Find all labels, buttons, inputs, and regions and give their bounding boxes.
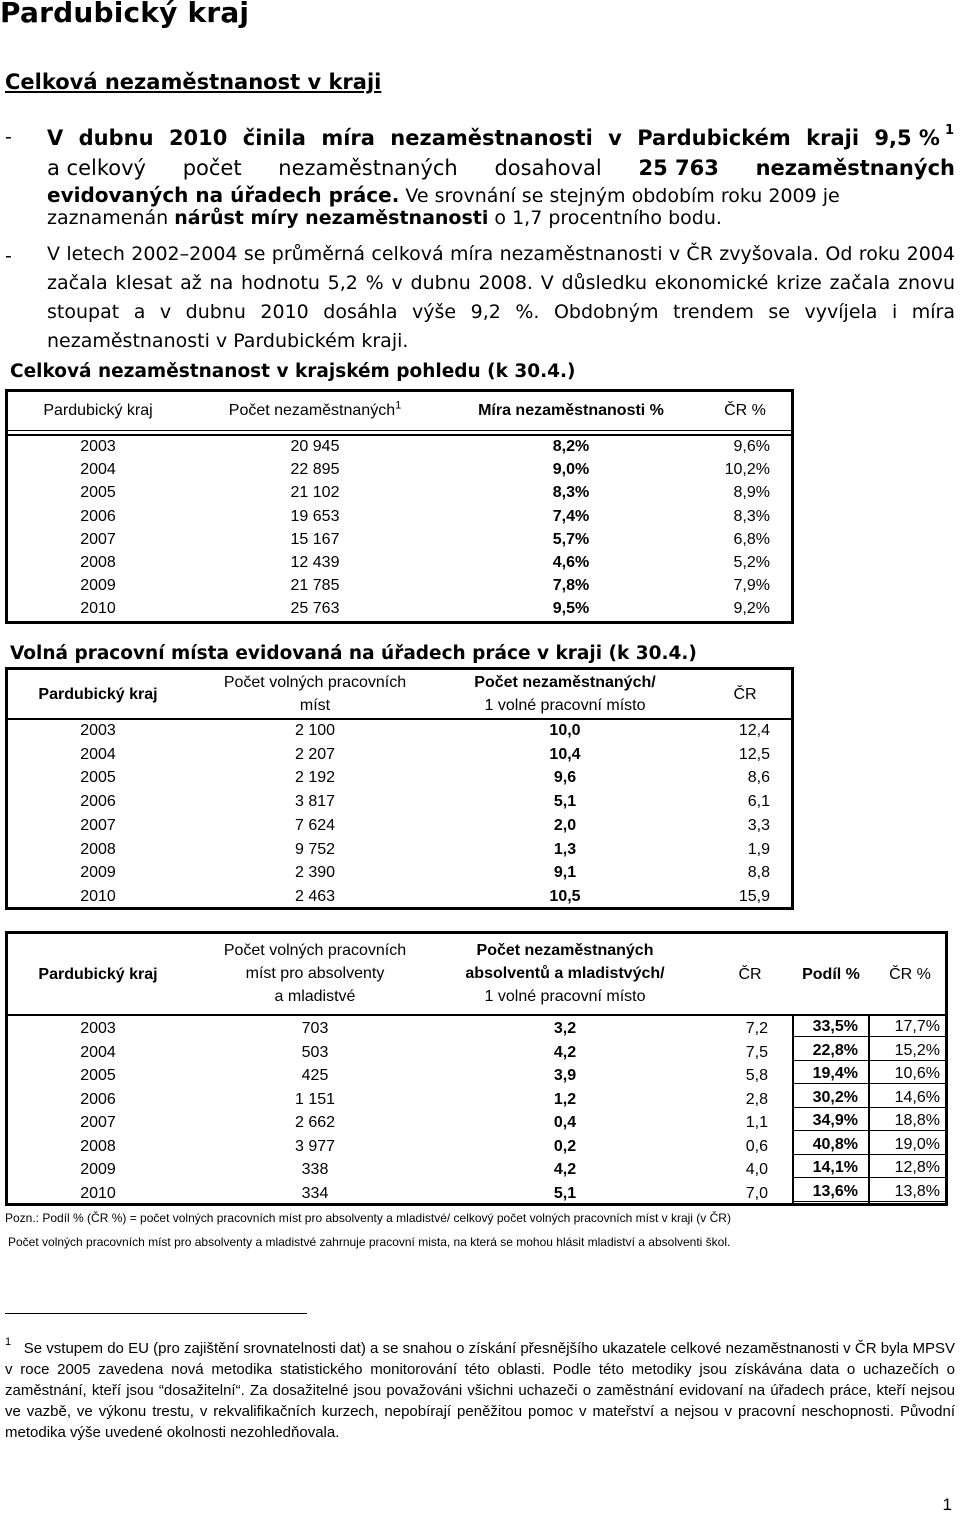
table-1-cell-rate: 4,6% [552,554,590,571]
table-3-header-ratio: Počet nezaměstnaných absolventů a mladistvých/ 1 volné pracovní místo [465,942,665,1005]
word: 2010 [168,126,228,150]
table-3-cell-year: 2008 [80,1137,116,1155]
table-2-cell-ratio: 9,1 [553,864,577,882]
table-1-cell-cr: 5,2% [733,554,770,571]
table-3-cell-cr: 5,8 [745,1067,768,1084]
table-1-header-count: Počet nezaměstnaných$^1$ [228,399,402,419]
table-2-cell-cr: 8,6 [747,769,770,787]
table-1-cell-rate: 8,2% [552,438,590,455]
table-2-cell-ratio: 10,5 [549,887,581,905]
table-3-row-rule [794,1130,946,1131]
table-1-cell-cr: 10,2% [724,461,770,479]
table-3-cell-cr-share: 19,0% [894,1135,940,1153]
table-3-header-vacancies: Počet volných pracovních míst pro absolventy a mladistvé [223,942,407,1005]
footnote-separator [5,1313,307,1314]
table-3-cell-year: 2004 [80,1043,116,1061]
word: a celkový [47,156,146,180]
table-1-cell-year: 2003 [80,438,116,455]
table-3-cell-vacancies: 503 [301,1043,329,1061]
table-3-cell-vacancies: 338 [301,1161,329,1178]
table-3-row-rule [794,1083,946,1084]
word: nezaměstnanosti [390,126,593,150]
word: 25 763 [638,156,719,180]
table-2-cell-ratio: 5,1 [553,793,577,811]
table-3-cell-ratio: 5,1 [553,1184,577,1202]
table-2-cell-ratio: 10,0 [549,722,581,739]
table-2-header-ratio: Počet nezaměstnaných/ 1 volné pracovní místo [474,674,656,714]
table-2-cell-year: 2006 [80,793,116,811]
table-2-cell-year: 2007 [80,816,116,834]
footnote-ref: 1 [945,123,955,138]
table-1-cell-count: 20 945 [290,438,340,455]
note-1: Pozn.: Podíl % (ČR %) = počet volných pracovních míst pro absolventy a mladistvé/ celkový počet volných pracovních míst v kraji (v ČR) [5,1211,731,1225]
table-3-header-region: Pardubický kraj [38,966,158,983]
bullet-1-line-4: zaznamenán nárůst míry nezaměstnanosti o 1,7 procentního bodu. [47,207,722,229]
table-1-cell-year: 2007 [80,530,116,548]
table-2-cell-vacancies: 2 390 [294,864,336,882]
table-3-cell-cr: 2,8 [745,1090,768,1108]
table-2-cell-year: 2003 [80,722,116,739]
table-3-row-rule [794,1036,946,1037]
table-2-cell-cr: 3,3 [747,816,770,834]
table-1-header-cr: ČR % [724,402,766,419]
table-3-cell-ratio: 1,2 [553,1090,577,1108]
table-1-cell-rate: 8,3% [552,484,590,502]
table-3-cell-year: 2006 [80,1090,116,1108]
table-3-cell-share: 13,6% [812,1182,858,1200]
table-3-cell-year: 2007 [80,1114,116,1131]
word: Pardubickém [637,126,791,150]
table-3-cell-ratio: 0,2 [553,1137,577,1155]
word: V [47,126,64,150]
table-1-cell-rate: 9,0% [552,461,590,479]
word: dubnu [78,126,154,150]
table-3-cell-cr: 7,2 [745,1020,768,1037]
page-number: 1 [942,1495,952,1514]
table-2-cell-cr: 1,9 [747,840,770,858]
table-3-cell-cr-share: 14,6% [894,1088,940,1106]
table-1-caption: Celková nezaměstnanost v krajském pohledu (k 30.4.) [10,361,576,382]
table-3-header-share: Podíl % [802,966,860,983]
table-2-cell-ratio: 1,3 [553,840,577,858]
table-3-cell-cr: 7,5 [745,1043,768,1061]
table-1-cell-year: 2010 [80,600,116,618]
table-3-cell-share: 34,9% [812,1112,858,1129]
table-3-cell-cr-share: 10,6% [894,1065,940,1082]
table-1-header-rate: Míra nezaměstnanosti % [478,402,664,419]
table-1-cell-year: 2005 [80,484,116,502]
table-3-cell-cr: 0,6 [745,1137,768,1155]
table-2-cell-cr: 12,5 [738,745,770,763]
table-1-cell-count: 15 167 [290,530,340,548]
table-1-cell-count: 12 439 [290,554,340,571]
table-3-cell-cr-share: 12,8% [894,1159,940,1176]
bullet-1-line-3: evidovaných na úřadech práce. Ve srovnání se stejným obdobím roku 2009 je [47,183,840,207]
table-2-cell-year: 2010 [80,887,116,905]
table-1-cell-year: 2009 [80,577,116,595]
bullet-1-line-2 [47,156,955,180]
word: kraji [806,126,860,150]
table-3-cell-share: 40,8% [812,1135,858,1153]
table-1-cell-year: 2008 [80,554,116,571]
table-3-cell-ratio: 3,2 [553,1020,577,1037]
word: míra [321,126,375,150]
table-2-cell-vacancies: 2 463 [294,887,336,905]
table-2-cell-cr: 8,8 [747,864,770,882]
table-1-cell-count: 21 102 [290,484,340,502]
table-1-cell-rate: 9,5% [552,600,590,618]
table-1-cell-cr: 7,9% [733,577,770,595]
table-3-cell-cr: 1,1 [745,1114,768,1131]
table-1-cell-count: 21 785 [290,577,340,595]
table-1-cell-count: 22 895 [290,461,340,479]
bullet-dash: - [5,245,12,267]
table-3-cell-ratio: 0,4 [553,1114,577,1131]
table-3-cell-vacancies: 3 977 [294,1137,336,1155]
table-1-cell-rate: 7,4% [552,507,590,525]
table-2-caption: Volná pracovní místa evidovaná na úřadech práce v kraji (k 30.4.) [10,643,697,664]
table-3-row-rule [794,1177,946,1178]
table-3-cell-cr: 4,0 [745,1161,768,1178]
table-3-cell-vacancies: 425 [301,1067,329,1084]
note-2: Počet volných pracovních míst pro absolventy a mladistvé zahrnuje pracovní mista, na která se mohou hlásit mladiství a absolventi škol. [8,1235,731,1249]
footnote: $^1$ Se vstupem do EU (pro zajištění srovnatelnosti dat) a se snahou o získání přesnějšího ukazatele celkové nezaměstnanosti v ČR byla MPSV v roce 2005 zavedena nová metodika statistického monitorování této oblasti. Podle této metodiky jsou získávána data o uchazečích o zaměstnání, kteří jsou “dosažitelní“. Za dosažitelné jsou považováni všichni uchazeči o zaměstnání evidovaní na úřadech práce, kteří nejsou ve vazbě, ve výkonu trestu, v rekvalifikačních kurzech, nepobírají peněžitou pomoc v mateřství a nejsou v pracovní neschopnosti. Původní metodika výše uvedené okolnosti nezohledňovala. [5,1336,955,1441]
table-2-cell-vacancies: 2 207 [294,745,336,763]
table-3-cell-year: 2009 [80,1161,116,1178]
table-3-cell-cr: 7,0 [745,1184,768,1202]
table-2-cell-year: 2009 [80,864,116,882]
table-3-cell-share: 33,5% [812,1018,858,1035]
table-2-cell-vacancies: 7 624 [294,816,336,834]
table-2-cell-cr: 6,1 [747,793,770,811]
table-1-cell-cr: 6,8% [733,530,770,548]
bullet-1-line-1 [47,126,940,150]
table-1-cell-cr: 9,2% [733,600,770,618]
table-2-cell-ratio: 2,0 [553,816,577,834]
table-3-cell-share: 22,8% [812,1041,858,1059]
table-3-cell-share: 19,4% [812,1065,858,1082]
table-2-cell-ratio: 9,6 [553,769,577,787]
table-1-cell-cr: 8,9% [733,484,770,502]
word: činila [242,126,306,150]
table-1-cell-cr: 8,3% [733,507,770,525]
table-2-cell-cr: 12,4 [738,722,770,739]
table-1-cell-cr: 9,6% [733,438,770,455]
table-2-cell-vacancies: 2 192 [294,769,336,787]
word: 9,5 % [874,126,940,150]
table-3-row-rule [794,1060,946,1061]
table-1-cell-count: 19 653 [290,507,340,525]
table-3-cell-year: 2005 [80,1067,116,1084]
table-3-cell-year: 2010 [80,1184,116,1202]
table-3-cell-share: 14,1% [812,1159,858,1176]
word: nezaměstnaných [278,156,458,180]
table-3-cell-ratio: 3,9 [553,1067,577,1084]
table-2-cell-ratio: 10,4 [549,745,581,763]
word: v [608,126,622,150]
word: počet [182,156,242,180]
table-1-cell-rate: 5,7% [552,530,590,548]
table-3-cell-cr-share: 13,8% [894,1182,940,1200]
section-title: Celková nezaměstnanost v kraji [5,70,382,94]
table-3-row-rule [794,1201,946,1202]
table-3-cell-cr-share: 17,7% [894,1018,940,1035]
table-3-cell-vacancies: 1 151 [294,1090,336,1108]
table-2-cell-vacancies: 2 100 [294,722,336,739]
table-2-cell-vacancies: 9 752 [294,840,336,858]
table-2-cell-cr: 15,9 [738,887,770,905]
table-2-cell-year: 2008 [80,840,116,858]
table-3-cell-share: 30,2% [812,1088,858,1106]
table-3-header-cr-share: ČR % [889,966,931,983]
table-3-cell-year: 2003 [80,1020,116,1037]
table-3-cell-cr-share: 18,8% [894,1112,940,1129]
word: dosahoval [494,156,602,180]
table-2-header-cr: ČR [733,686,757,703]
table-3-header-cr: ČR [738,966,762,983]
table-3-row-rule [794,1154,946,1155]
table-2-cell-vacancies: 3 817 [294,793,336,811]
word: nezaměstnaných [755,156,955,180]
table-1-cell-year: 2004 [80,461,116,479]
table-2-cell-year: 2004 [80,745,116,763]
table-3-cell-vacancies: 334 [301,1184,329,1202]
bullet-2-text: V letech 2002–2004 se průměrná celková míra nezaměstnanosti v ČR zvyšovala. Od roku 2004 začala klesat až na hodnotu 5,2 % v dubnu 2008. V důsledku ekonomické krize začala znovu stoupat a v dubnu 2010 dosáhla výše 9,2 %. Obdobným trendem se vyvíjela i míra nezaměstnanosti v Pardubickém kraji. [47,243,955,352]
table-3-cell-ratio: 4,2 [553,1043,577,1061]
table-2-header-vacancies: Počet volných pracovních míst [223,674,407,714]
table-1-header-region: Pardubický kraj [43,402,153,419]
table-1-cell-year: 2006 [80,507,116,525]
bullet-dash: - [5,126,12,148]
page-title: Pardubický kraj [0,0,250,29]
table-3-cell-vacancies: 2 662 [294,1114,336,1131]
table-1-cell-rate: 7,8% [552,577,590,595]
table-2-header-region: Pardubický kraj [38,686,158,703]
table-3-cell-cr-share: 15,2% [894,1041,940,1059]
table-3-cell-vacancies: 703 [301,1020,329,1037]
table-1-cell-count: 25 763 [290,600,340,618]
table-3-cell-ratio: 4,2 [553,1161,577,1178]
table-2-cell-year: 2005 [80,769,116,787]
table-3-row-rule [794,1107,946,1108]
